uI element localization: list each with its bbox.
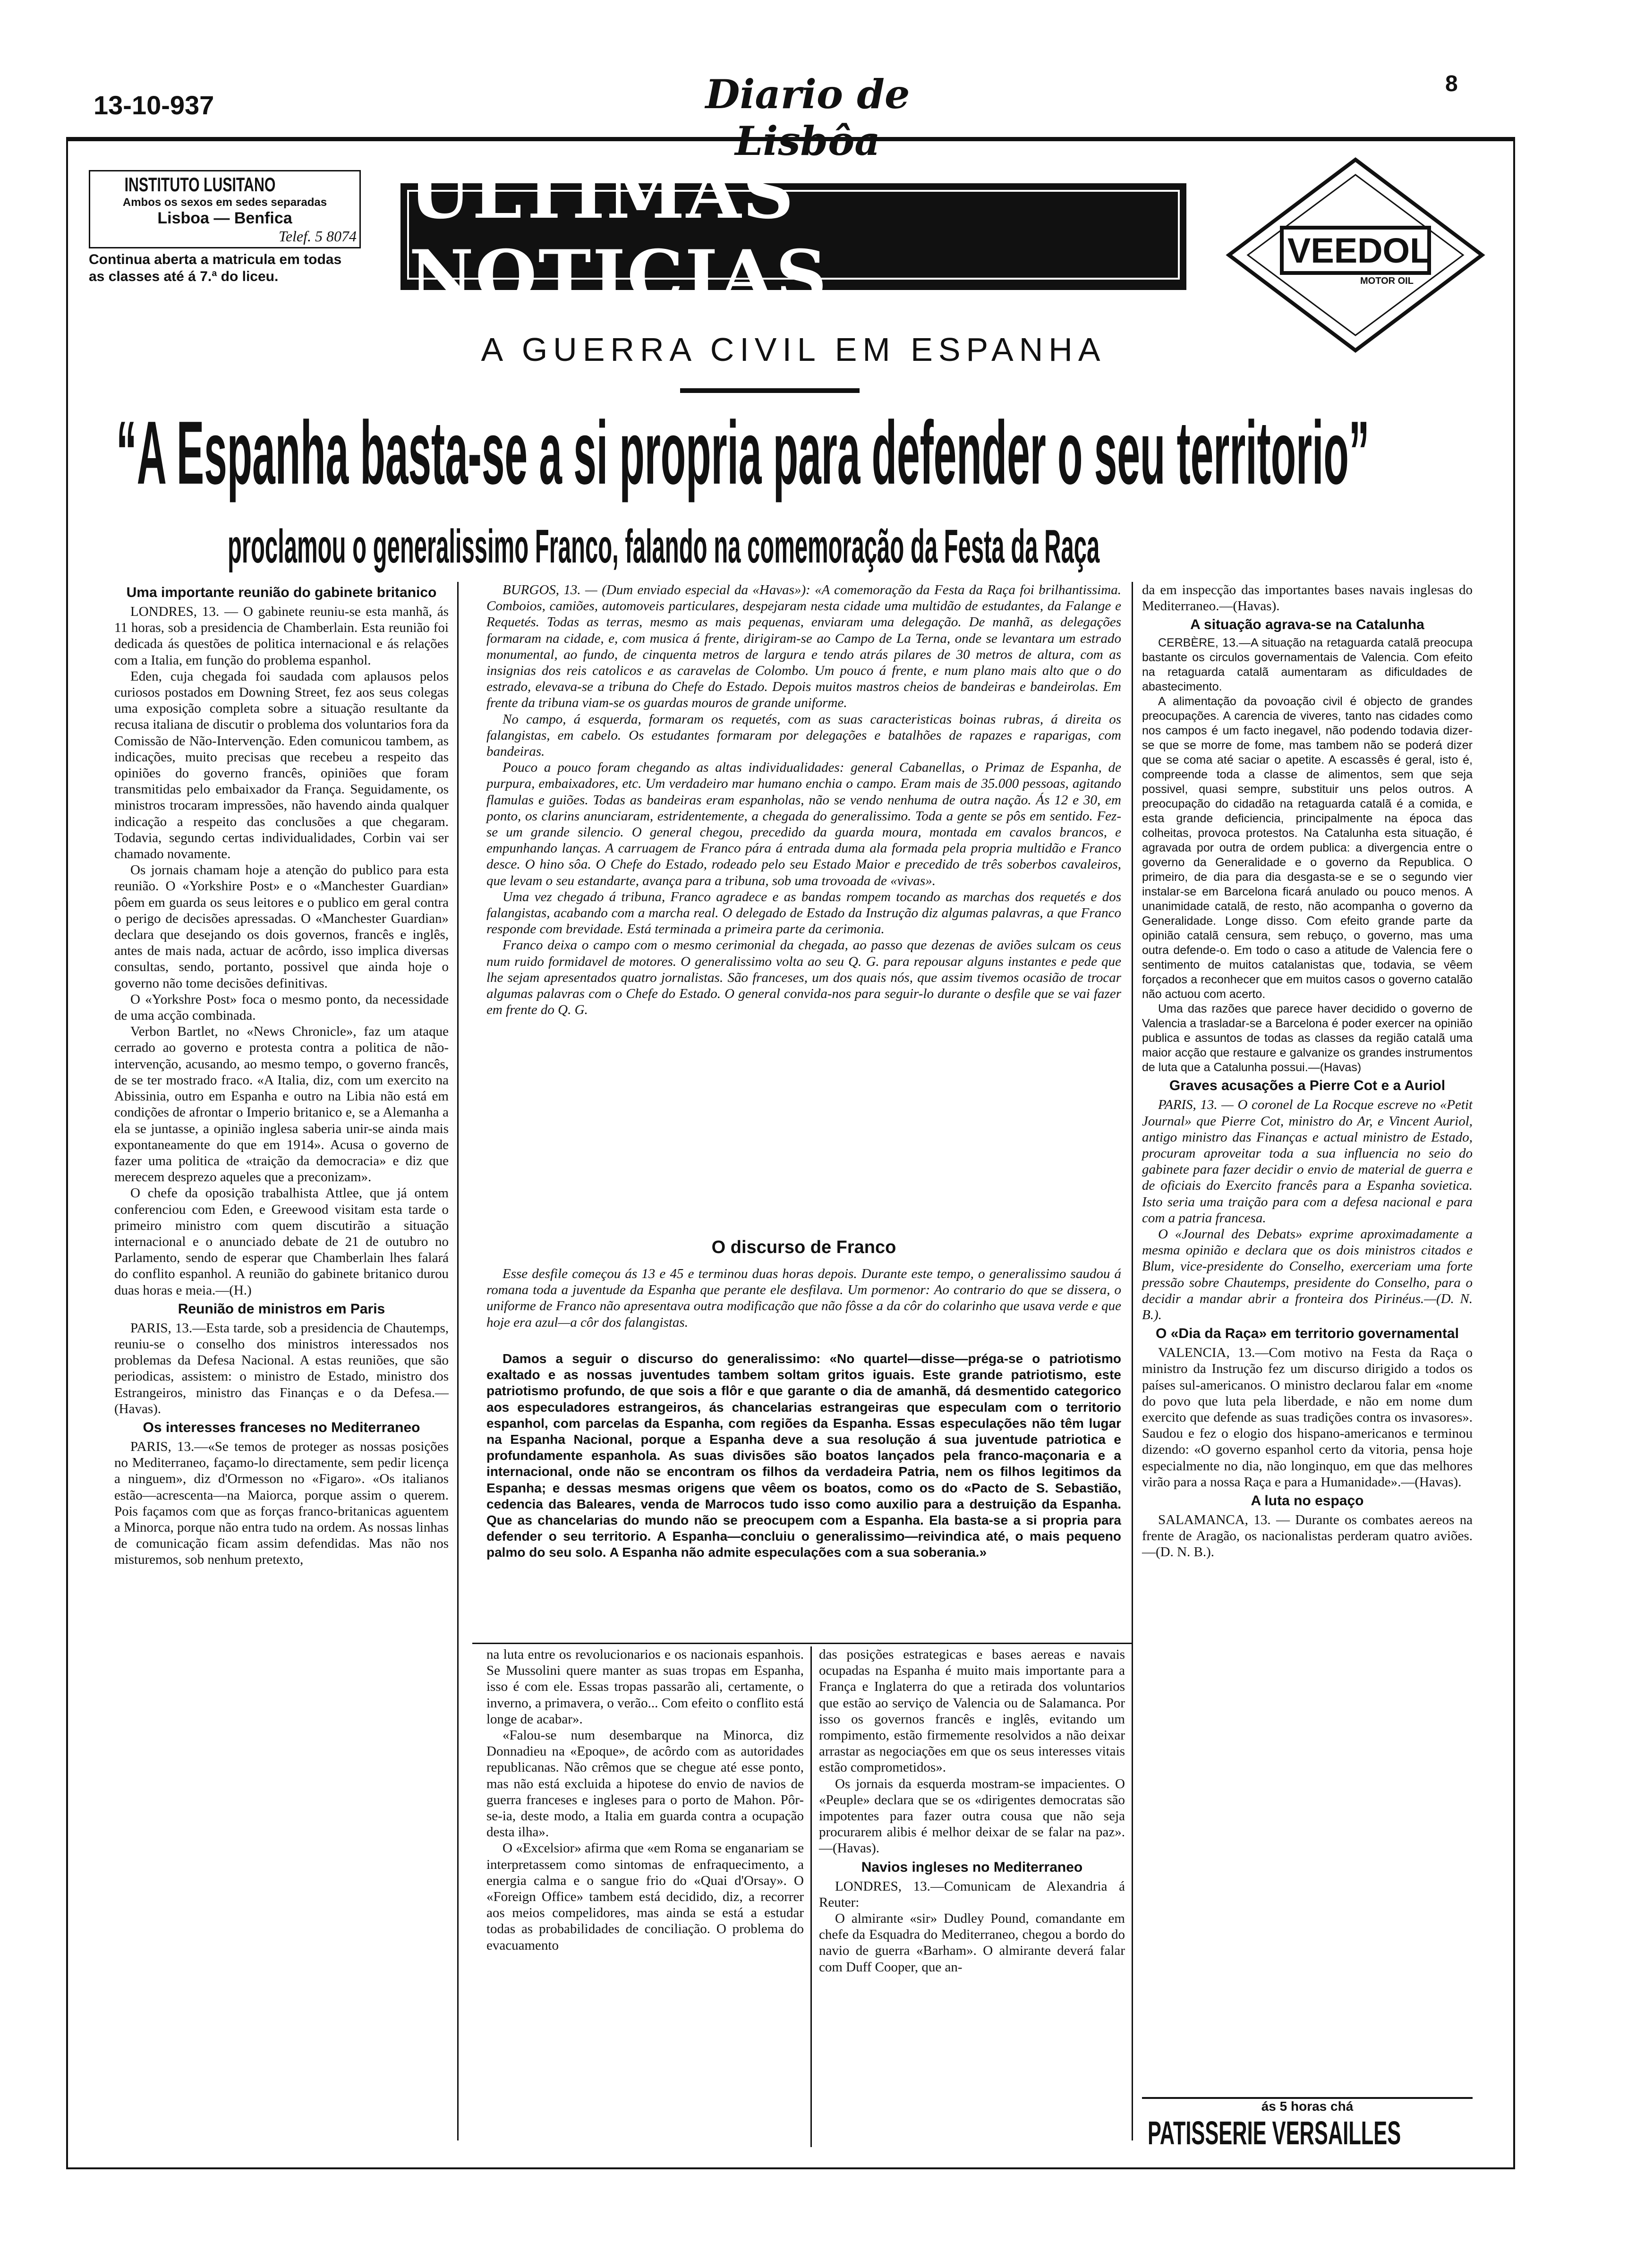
article-paragraph: A alimentação da povoação civil é objecto de grandes preocupações. A carencia de viveres, tanto nas cidades como nos campos é um facto inegavel, não podendo todavia dizer-se que se morre de fome, mas tambem não se poderá dizer que se coma até saciar o apetite. A escassês é geral, isto é, compreende toda a classe de alimentos, sem que seja possivel, quasi sempre, substituir uns pelos outros. A preocupação do cidadão na retaguarda catalã é a comida, e esta grande deficiencia, principalmente na época das colheitas, provoca protestos. Na Catalunha esta situação, é agravada por outra de ordem publica: a divergencia entre o governo da Generalidade e o governo da Republica. O primeiro, de dia para dia desgasta-se e se o segundo vier instalar-se em Barcelona ficará anulado ou pouco menos. A unanimidade catalã, de resto, não acompanha o governo da Generalidade. Longe disso. Com efeito grande parte da opinião catalã censura, sem rebuço, o governo, mas uma outra defende-o. Em todo o caso a atitude de Valencia fere o sentimento de muitos catalanistas que, todavia, se vêem forçados a reconhecer que em muitos casos o governo catalão não actuou com acerto. <box>1142 695 1473 1001</box>
ultimas-noticias-banner <box>400 152 1186 318</box>
headline: “A Espanha basta-se a si propria para defender o seu territorio” <box>116 403 1370 503</box>
instituto-enrolment: Continua aberta a matricula em todas as classes até á 7.ª do liceu. <box>89 252 342 284</box>
page-number: 8 <box>1445 71 1458 96</box>
instituto-name: INSTITUTO LUSITANO <box>124 173 276 196</box>
article-paragraph: Verbon Bartlet, no «News Chronicle», faz um ataque cerrado ao governo e protesta contra a politica de não-intervenção, acusando, ao mesmo tempo, o governo francês, de se ter mostrado fraco. «A Italia, diz, com um exercito na Abissinia, outro em Espanha e outro na Libia não está em condições de afrontar o Imperio britanico e, se a Alemanha a ela se juntasse, a opinião inglesa saberia unir-se ainda mais expontaneamente do que em 1914». Acusa o governo de fazer uma politica de «traição da democracia» e diz que merecem desprezo aqueles que a preconizam». <box>114 1024 449 1185</box>
heading-pierre-cot: Graves acusações a Pierre Cot e a Auriol <box>1169 1078 1446 1094</box>
veedol-brand: VEEDOL <box>1287 231 1432 270</box>
article-paragraph: O almirante «sir» Dudley Pound, comandante em chefe da Esquadra do Mediterraneo, chegou a bordo do navio de guerra «Barham». O almirante deverá falar com Duff Cooper, que an- <box>819 1911 1125 1975</box>
column-rule <box>457 582 459 2140</box>
article-paragraph: VALENCIA, 13.—Com motivo na Festa da Raça o ministro da Instrução fez um discurso dirigido a todos os países sul-americanos. O ministro declarou falar em «nome do povo que luta pela liberdade, e não em nome dum exercito que defende as suas tradições contra os invasores». Saudou e fez o elogio dos hispano-americanos e terminou dizendo: «O governo espanhol certo da vitoria, pensa hoje especialmente no dia, não longinquo, em que das melhores virão para a nossa Raça e para a Humanidade».—(Havas). <box>1142 1345 1473 1490</box>
patisserie-name: PATISSERIE VERSAILLES <box>1148 2115 1401 2151</box>
article-paragraph: No campo, á esquerda, formaram os requetés, com as suas caracteristicas boinas rubras, á direita os falangistas, em cabelo. Os estudantes formaram por delegações e batalhões de rapazes e raparigas, com bandeiras. <box>486 711 1121 759</box>
banner-text: ULTIMAS NOTICIAS <box>409 152 828 318</box>
article-paragraph: Uma vez chegado á tribuna, Franco agradece e as bandas rompem tocando as marchas dos requetés e dos falangistas, acabando com a marcha real. O delegado de Estado da Instrução diz algumas palavras, a que Franco responde com brevidade. Está terminada a primeira parte da cerimonia. <box>486 889 1121 937</box>
franco-speech <box>486 1351 1121 1561</box>
speech-paragraph: Damos a seguir o discurso do generalissimo: «No quartel—disse—préga-se o patriotismo exaltado e as nossas juventudes tambem soltam gritos iguais. Este grande patriotismo, este patriotismo profundo, de que sois a flôr e que garante o dia de amanhã, dá desmentido categorico aos especuladores estrangeiros, ás chancelarias estrangeiras que especulam com o territorio espanhol, com parcelas da Espanha, com regiões da Espanha. Essas especulações não têm lugar na Espanha Nacional, porque a Espanha deve a sua resolução á sua juventude patriotica e profundamente espanhola. As suas divisões são boatos lançados pela franco-maçonaria e a internacional, onde não se encontram os filhos da verdadeira Patria, nem os filhos legitimos da Espanha; e dessas mesmas origens que vêem os boatos, como os do «Pacto de S. Sebastião, cedencia das Baleares, venda de Marrocos tudo isso como auxilio para a destruição da Espanha. Que as chancelarias do mundo não se preocupem com a Espanha. Ela basta-se a si propria para defender o seu territorio. A Espanha—concluiu o generalissimo—reivindica até, o mais pequeno palmo do seu solo. A Espanha não admite especulações com a sua soberania.» <box>486 1351 1121 1560</box>
article-paragraph: Esse desfile começou ás 13 e 45 e terminou duas horas depois. Durante este tempo, o generalissimo saudou á romana toda a juventude da Espanha que perante ele desfilava. Um pormenor: Ao contrario do que se dissera, o uniforme de Franco não apresentava outra modificação que não fôsse a da côr do colarinho que usava verde e que hoje era azul—a côr dos falangistas. <box>486 1266 1121 1330</box>
article-paragraph: CERBÈRE, 13.—A situação na retaguarda catalã preocupa bastante os circulos governamentais de Valencia. Com efeito na retaguarda catalã aumentaram as dificuldades de abastecimento. <box>1142 636 1473 694</box>
heading-gabinete-britanico: Uma importante reunião do gabinete britanico <box>126 585 437 600</box>
patisserie-line1: ás 5 horas chá <box>1261 2099 1354 2114</box>
heading-luta-no-espaco: A luta no espaço <box>1251 1493 1364 1509</box>
newspaper-title: Diario de Lisbôa <box>705 71 910 164</box>
heading-dia-da-raca: O «Dia da Raça» em territorio governamental <box>1156 1326 1459 1342</box>
article-paragraph: O chefe da oposição trabalhista Attlee, que já ontem conferenciou com Eden, e Greewood visitam esta tarde o primeiro ministro com quem discutirão a situação internacional e o anunciado debate de 21 de outubro no Parlamento, sendo de esperar que Chamberlain lhes falará do conflito espanhol. A reunião do gabinete britanico durou duas horas e meia.—(H.) <box>114 1185 449 1298</box>
article-paragraph: PARIS, 13. — O coronel de La Rocque escreve no «Petit Journal» que Pierre Cot, ministro do Ar, e Vincent Auriol, antigo ministro das Finanças e actual ministro de Estado, procuram aproveitar toda a sua influencia no seio do gabinete para fazer decidir o envio de material de guerra e de oficiais do Exercito francês para a Espanha sovietica. Isto seria uma traição para com a defesa nacional e para com a patria francesa. <box>1142 1097 1473 1226</box>
article-paragraph: O «Journal des Debats» exprime aproximadamente a mesma opinião e declara que os dois ministros citados e Blum, vice-presidente do Conselho, exerceriam uma forte pressão sobre Chautemps, presidente do Conselho, para o decidir a mandar abrir a fronteira dos Pirinéus.—(D. N. B.). <box>1142 1227 1473 1323</box>
article-paragraph: Os jornais chamam hoje a atenção do publico para esta reunião. O «Yorkshire Post» e o «Manchester Guardian» pôem em guarda os seus leitores e o publico em geral contra o perigo de decisões apressadas. O «Manchester Guardian» declara que desejando os dois governos, francês e inglês, antes de mais nada, actuar de acôrdo, isso implica diversas consultas, sendo, portanto, possivel que ainda hoje o governo não tome decisões definitivas. <box>114 862 449 991</box>
article-paragraph: PARIS, 13.—Esta tarde, sob a presidencia de Chautemps, reuniu-se o conselho dos ministros interessados nos problemas da Defesa Nacional. A estas reuniões, que são periodicas, assistem: o ministro de Estado, ministro dos Estrangeiros, ministro das Finanças e o da Defesa.—(Havas). <box>114 1320 449 1416</box>
column-rule <box>1132 582 1133 2140</box>
patisserie-ad <box>1142 2097 1473 2152</box>
section-title: A GUERRA CIVIL EM ESPANHA <box>481 331 1106 368</box>
column-5 <box>1142 582 1473 1560</box>
heading-discurso-franco: O discurso de Franco <box>711 1237 896 1257</box>
heading-interesses-franceses: Os interesses franceses no Mediterraneo <box>143 1419 420 1435</box>
article-paragraph: Eden, cuja chegada foi saudada com aplausos pelos curiosos postados em Downing Street, fez aos seus colegas uma exposição completa sobre a situação resultante da recusa italiana de discutir o problema dos voluntarios fora da Comissão de Não-Intervenção. Eden comunicou tambem, as indicações, muito precisas que recebeu a respeito das opiniões do governo francês, opiniões que foram transmitidas pelo embaixador da França. Seguidamente, os ministros trocaram impressões, não havendo ainda qualquer indicação a respeito das conclusões a que chegaram. Todavia, segundo certas individualidades, Corbin vai ser chamado novamente. <box>114 668 449 862</box>
veedol-sub: MOTOR OIL <box>1360 276 1414 286</box>
column-rule <box>810 1646 812 2147</box>
column-1 <box>114 582 449 1568</box>
instituto-lusitano-ad <box>89 170 361 333</box>
article-paragraph: PARIS, 13.—«Se temos de proteger as nossas posições no Mediterraneo, façamo-lo directamente, sem pedir licença a ninguem», diz d'Ormesson no «Figaro». «Os italianos estão—acrescenta—na Maiorca, porque assim o querem. Pois façamos com que as forças franco-britanicas aguentem a Minorca, porque não entra tudo na ordem. As nossas linhas de comunicação ficam assim defendidas. Mas não nos misturemos, sob nenhum pretexto, <box>114 1439 449 1568</box>
subheadline: proclamou o generalissimo Franco, falando na comemoração da Festa da Raça <box>228 520 1100 573</box>
article-paragraph: LONDRES, 13.—Comunicam de Alexandria á Reuter: <box>819 1878 1125 1910</box>
instituto-line2: Lisboa — Benfica <box>157 209 292 227</box>
article-paragraph: Uma das razões que parece haver decidido o governo de Valencia a trasladar-se a Barcelona é poder exercer na opinião publica e assuntos de todas as classes da região catalã uma maior acção que restaure e galvanize os grandes instrumentos de luta que a Catalunha possui.—(Havas) <box>1142 1002 1473 1074</box>
heading-catalunha: A situação agrava-se na Catalunha <box>1190 617 1424 633</box>
article-paragraph: SALAMANCA, 13. — Durante os combates aereos na frente de Aragão, os nacionalistas perderam quatro aviões.—(D. N. B.). <box>1142 1512 1473 1560</box>
article-paragraph: Franco deixa o campo com o mesmo cerimonial da chegada, ao passo que dezenas de aviões sulcam os ceus num ruido formidavel de motores. O generalissimo volta ao seu Q. G. para repousar alguns instantes e pede que lhe sejam apresentados quatro jornalistas. São franceses, um dos quais nós, que assim tivemos ocasião de trocar algumas palavras com o Chefe do Estado. O general convida-nos para seguir-lo durante o desfile que se vai fazer em frente do Q. G. <box>486 938 1121 1018</box>
catalunha-article <box>1142 636 1473 1075</box>
article-paragraph: BURGOS, 13. — (Dum enviado especial da «Havas»): «A comemoração da Festa da Raça foi brilhantissima. Comboios, camiões, automoveis particulares, despejaram nesta cidade uma multidão de estudantes, da Falange e Requetés. Todas as terras, mesmo as mais pequenas, enviaram uma delegação. De manhã, as delegações formaram na cidade, e, com musica á frente, dirigiram-se ao Campo de La Terna, onde se levantara um estrado monumental, ao fundo, de cinquenta metros de largura e tendo atrás pilares de 30 metros de altura, com as insignias dos reis catolicos e as caravelas de Colombo. Um pouco á frente, e num plano mais alto que o do estrado, elevava-se a tribuna do Chefe do Estado. Depois muitos mastros cheios de bandeiras e bandeirolas. Em frente da tribuna viam-se os guardas mouros de grande uniforme. <box>486 582 1121 711</box>
article-paragraph: Os jornais da esquerda mostram-se impacientes. O «Peuple» declara que se os «dirigentes democratas são impotentes para fazer outra cousa que não seja procurarem alibis é melhor deixar de se falar na paz».—(Havas). <box>819 1776 1125 1856</box>
speech-bottom-rule <box>472 1643 1132 1644</box>
article-paragraph: O «Yorkshre Post» foca o mesmo ponto, da necessidade de uma acção combinada. <box>114 991 449 1023</box>
article-paragraph: da em inspecção das importantes bases navais inglesas do Mediterraneo.—(Havas). <box>1142 582 1473 614</box>
article-paragraph: das posições estrategicas e bases aereas e navais ocupadas na Espanha é muito mais importante para a França e Inglaterra do que a retirada dos voluntarios que estão ao serviço de Valencia ou de Salamanca. Por isso os governos francês e inglês, evitando um rompimento, estão firmemente resolvidos a não deixar arrastar as negociações em que os seus interesses vitais estão comprometidos». <box>819 1647 1125 1775</box>
heading-navios-ingleses: Navios ingleses no Mediterraneo <box>861 1859 1083 1875</box>
veedol-ad <box>1223 156 1488 354</box>
desfile-paragraph <box>486 1266 1121 1330</box>
instituto-line1: Ambos os sexos em sedes separadas <box>122 196 327 209</box>
article-paragraph: LONDRES, 13. — O gabinete reuniu-se esta manhã, ás 11 horas, sob a presidencia de Chamberlain. Esta reunião foi dedicada ás questões de politica internacional e ás relações com a Italia, em função do problema espanhol. <box>114 604 449 668</box>
issue-date: 13-10-937 <box>94 90 214 120</box>
article-paragraph: O «Excelsior» afirma que «em Roma se enganariam se interpretassem como sintomas de enfraquecimento, a energia calma e o sangue frio do «Quai d'Orsay». O «Foreign Office» tambem está decidido, diz, a recorrer aos meios compelidores, mas ainda se está a estudar todas as probabilidades de conciliação. O problema do evacuamento <box>486 1841 804 1953</box>
column-3 <box>486 1646 804 1953</box>
instituto-phone: Telef. 5 8074 <box>278 228 357 245</box>
article-paragraph: Pouco a pouco foram chegando as altas individualidades: general Cabanellas, o Primaz de Espanha, de purpura, embaixadores, etc. Um verdadeiro mar humano enchia o campo. Eram mais de 35.000 pessoas, agitando flamulas e guiões. Todas as bandeiras eram espanholas, não se vendo nenhuma de outra nação. Ás 12 e 30, em ponto, os clarins anunciaram, estridentemente, a chegada do generalissimo. Toda a gente se pôs em sentido. Fez-se um grande silencio. O general chegou, precedido da guarda moura, montada em cavalos brancos, e empunhando lanças. A carruagem de Franco pára á entrada duma ala formada pela propria multidão e Franco desce. O hino sôa. O Chefe do Estado, rodeado pelo seu Estado Maior e precedido de três soberbos cavaleiros, que levam o seu estandarte, avança para a tribuna, sob uma trovoada de «vivas». <box>486 760 1121 888</box>
burgos-article <box>486 582 1121 1018</box>
section-rule <box>680 388 860 393</box>
column-4 <box>819 1646 1125 1975</box>
article-paragraph: «Falou-se num desembarque na Minorca, diz Donnadieu na «Epoque», de acôrdo com as autoridades republicanas. Não crêmos que se chegue até esse ponto, mas não está excluida a hipotese do envio de navios de guerra franceses e ingleses para o porto de Mahon. Pôr-se-ia, deste modo, a Italia em guarda contra a ocupação desta ilha». <box>486 1728 804 1840</box>
heading-ministros-paris: Reunião de ministros em Paris <box>178 1301 385 1317</box>
article-paragraph: na luta entre os revolucionarios e os nacionais espanhois. Se Mussolini quere manter as suas tropas em Espanha, isso é com ele. Essas tropas passarão ali, certamente, o inverno, a primavera, o verão... Com efeito o conflito está longe de acabar». <box>486 1647 804 1727</box>
